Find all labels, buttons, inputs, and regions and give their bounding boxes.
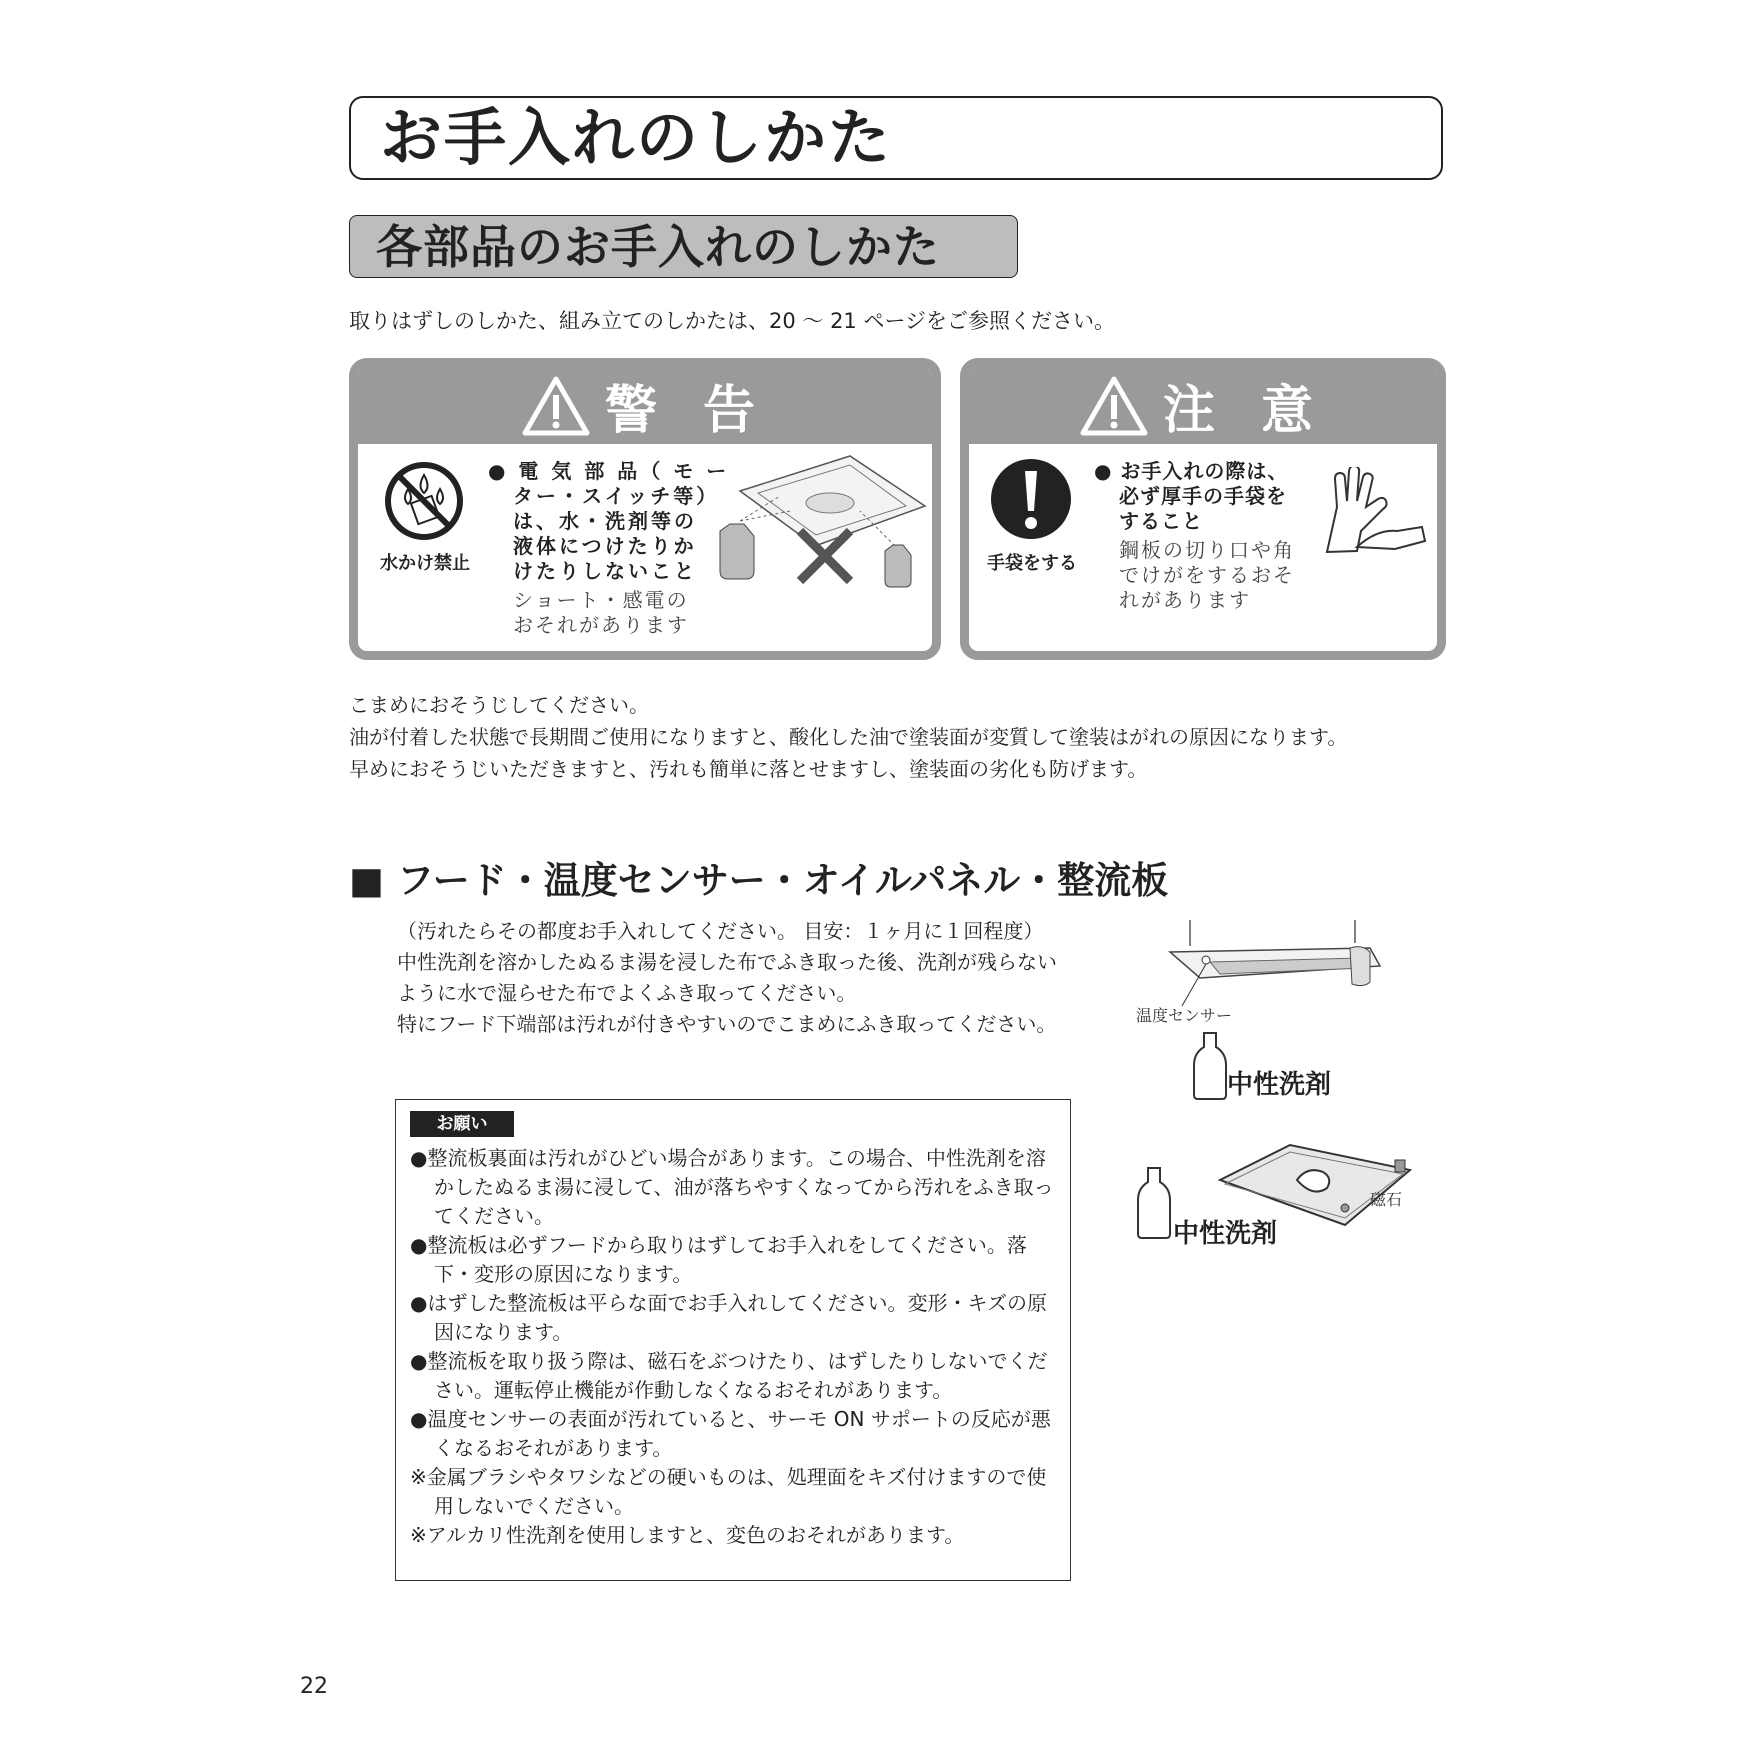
paragraph: 早めにおそうじいただきますと、汚れも簡単に落とせますし、塗装面の劣化も防げます。 [349, 757, 1148, 781]
glove-hand-icon [1317, 467, 1427, 557]
page-number: 22 [300, 1674, 328, 1699]
section-body [397, 916, 1057, 1040]
no-water-icon [382, 459, 466, 543]
note-item: ●はずした整流板は平らな面でお手入れしてください。変形・キズの原因になります。 [410, 1291, 1048, 1344]
caution-text [1094, 459, 1295, 613]
note-item: ●整流板を取り扱う際は、磁石をぶつけたり、はずしたりしないでください。運転停止機能が作動しなくなるおそれがあります。 [410, 1349, 1048, 1402]
page-title: お手入れのしかた [380, 101, 893, 174]
caution-panel [960, 358, 1446, 660]
warning-panel [349, 358, 941, 660]
intro-text: 取りはずしのしかた、組み立てのしかたは、20 ～ 21 ページをご参照ください。 [349, 309, 1116, 333]
section-heading: ■ フード・温度センサー・オイルパネル・整流板 [349, 859, 1169, 902]
warning-bold-line: 液体につけたりか [513, 534, 697, 558]
magnet-label: 磁石 [1370, 1190, 1403, 1209]
caution-triangle-icon [1079, 375, 1149, 437]
caution-light-line: 鋼板の切り口や角 [1119, 538, 1295, 562]
warning-bold-line: けたりしないこと [513, 559, 697, 583]
warning-heading: 警 告 [604, 381, 770, 441]
warning-bold-line: は、水・洗剤等の [513, 509, 697, 533]
caution-bold-line: すること [1119, 509, 1203, 533]
detergent-bottle-icon [1190, 1031, 1230, 1101]
section-line: 特にフード下端部は汚れが付きやすいのでこまめにふき取ってください。 [397, 1012, 1057, 1036]
section-line: 中性洗剤を溶かしたぬるま湯を浸した布でふき取った後、洗剤が残らない [397, 950, 1057, 974]
note-item: ●整流板は必ずフードから取りはずしてお手入れをしてください。落下・変形の原因になります。 [410, 1233, 1027, 1286]
gloves-label: 手袋をする [987, 553, 1077, 574]
warning-header [358, 367, 932, 444]
note-item: ※アルカリ性洗剤を使用しますと、変色のおそれがあります。 [410, 1523, 965, 1547]
section-line: ように水で湿らせた布でよくふき取ってください。 [397, 981, 857, 1005]
section-line: （汚れたらその都度お手入れしてください。 目安：１ヶ月に１回程度） [397, 919, 1044, 943]
detergent-label: 中性洗剤 [1227, 1070, 1332, 1100]
warning-light-line: おそれがあります [513, 613, 689, 637]
detergent-label: 中性洗剤 [1173, 1219, 1278, 1249]
note-item: ●整流板裏面は汚れがひどい場合があります。この場合、中性洗剤を溶かしたぬるま湯に浸して、油が落ちやすくなってから汚れをふき取ってください。 [410, 1146, 1054, 1228]
note-item: ●温度センサーの表面が汚れていると、サーモ ON サポートの反応が悪くなるおそれがあります。 [410, 1407, 1051, 1460]
note-tag: お願い [410, 1111, 514, 1137]
caution-light-line: れがあります [1119, 588, 1251, 612]
warning-light-line: ショート・感電の [513, 588, 689, 612]
page-subtitle: 各部品のお手入れのしかた [376, 220, 940, 274]
note-list [410, 1144, 1060, 1550]
caution-bold-line: ● お手入れの際は、 [1094, 459, 1289, 483]
paragraph: 油が付着した状態で長期間ご使用になりますと、酸化した油で塗装面が変質して塗装はがれの原因になります。 [349, 725, 1348, 749]
exclamation-icon [989, 457, 1073, 541]
caution-light-line: でけがをするおそ [1119, 563, 1295, 587]
no-water-label: 水かけ禁止 [380, 553, 470, 574]
paragraph: こまめにおそうじしてください。 [349, 693, 649, 717]
warning-bold-line: ● 電 気 部 品（ モ ー [488, 459, 730, 483]
caution-heading: 注 意 [1162, 381, 1328, 441]
warning-triangle-icon [521, 375, 591, 437]
warning-text [488, 459, 729, 638]
caution-bold-line: 必ず厚手の手袋を [1119, 484, 1287, 508]
sensor-label: 温度センサー [1136, 1006, 1233, 1025]
note-item: ※金属ブラシやタワシなどの硬いものは、処理面をキズ付けますので使用しないでください。 [410, 1465, 1047, 1518]
warning-bold-line: ター・スイッチ等） [513, 484, 720, 508]
spray-hood-illustration [710, 451, 930, 591]
detergent-bottle-icon [1134, 1166, 1174, 1240]
caution-header [969, 367, 1437, 444]
